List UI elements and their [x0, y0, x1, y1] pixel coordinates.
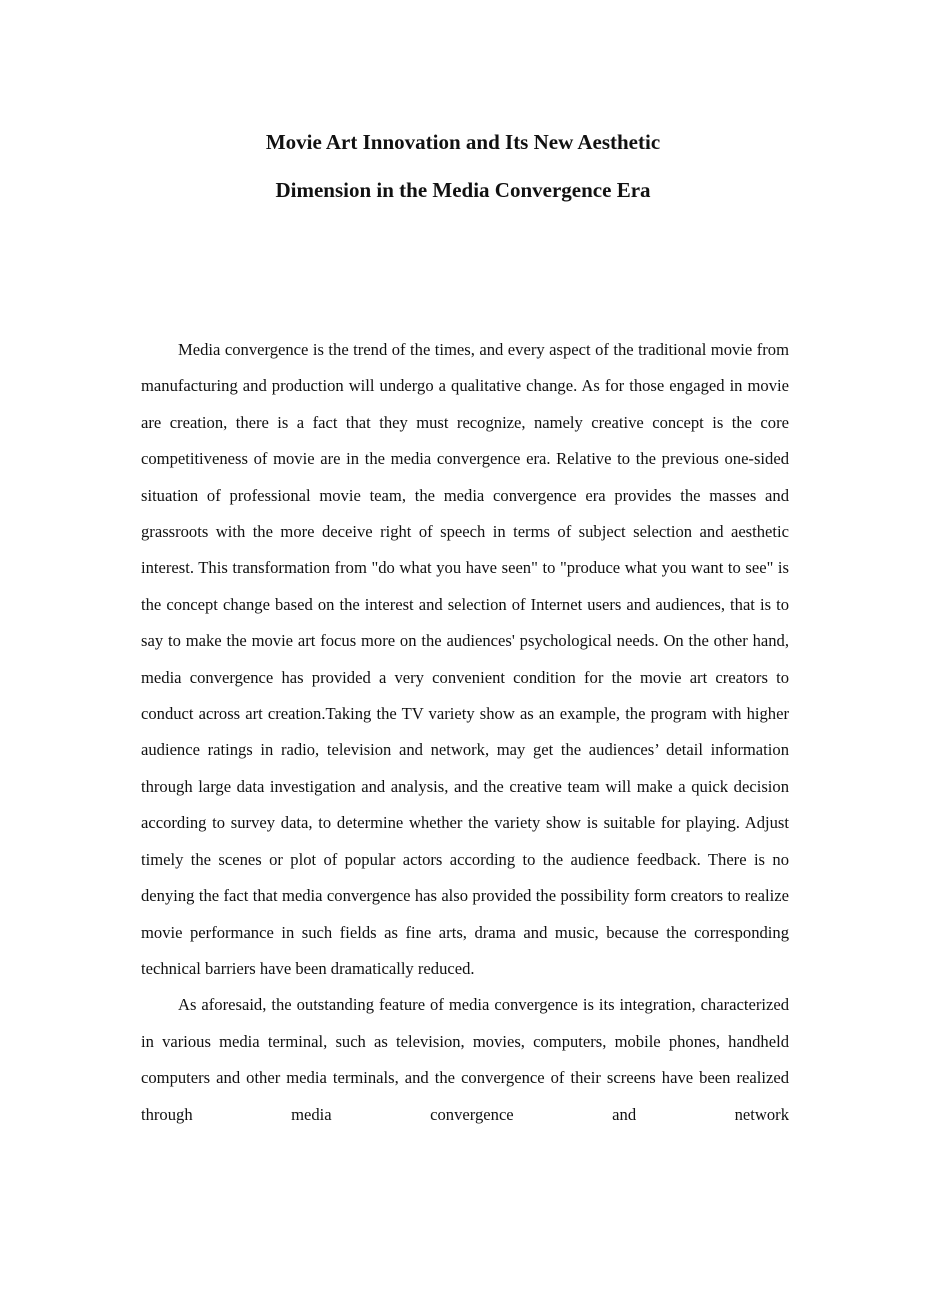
document-title	[0, 118, 926, 214]
title-line-1: Movie Art Innovation and Its New Aesthetic	[265, 130, 661, 154]
body-paragraph-1: Media convergence is the trend of the times, and every aspect of the traditional movie from manufacturing and production will undergo a qualitative change. As for those engaged in movie are creation, there is a fact that they must recognize, namely creative concept is the core competitiveness of movie are in the media convergence era. Relative to the previous one-sided situation of professional movie team, the media convergence era provides the masses and grassroots with the more deceive right of speech in terms of subject selection and aesthetic interest. This transformation from "do what you have seen" to "produce what you want to see" is the concept change based on the interest and selection of Internet users and audiences, that is to say to make the movie art focus more on the audiences' psychological needs. On the other hand, media convergence has provided a very convenient condition for the movie art creators to conduct across art creation.Taking the TV variety show as an example, the program with higher audience ratings in radio, television and network, may get the audiences’ detail information through large data investigation and analysis, and the creative team will make a quick decision according to survey data, to determine whether the variety show is suitable for playing. Adjust timely the scenes or plot of popular actors according to the audience feedback. There is no denying the fact that media convergence has also provided the possibility form creators to realize movie performance in such fields as fine arts, drama and music, because the corresponding technical barriers have been dramatically reduced.	[141, 340, 789, 978]
document-body	[141, 332, 789, 1133]
body-paragraph-2: As aforesaid, the outstanding feature of media convergence is its integration, characterized in various media terminal, such as television, movies, computers, mobile phones, handheld computers and other media terminals, and the convergence of their screens have been realized through media convergence and network	[141, 995, 789, 1124]
title-line-2: Dimension in the Media Convergence Era	[275, 178, 651, 202]
